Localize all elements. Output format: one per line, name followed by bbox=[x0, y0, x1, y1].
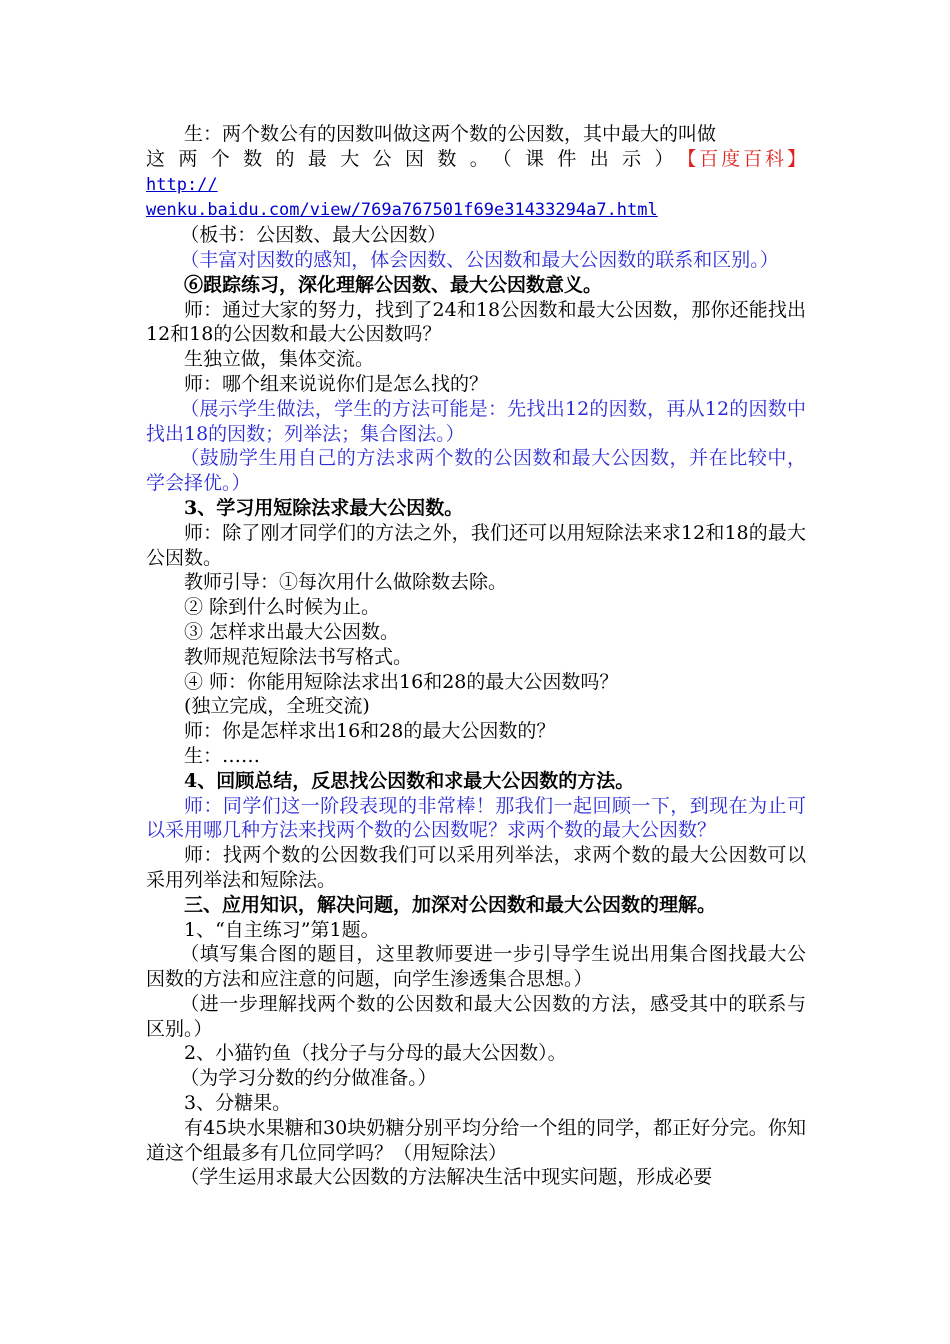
paragraph-exercise-1-note: （填写集合图的题目，这里教师要进一步引导学生说出用集合图找最大公因数的方法和应注意的问题，向学生渗透集合思想。） bbox=[146, 943, 806, 991]
paragraph-independent: (独立完成，全班交流) bbox=[184, 695, 370, 718]
paragraph-exercise-1: 1、“自主练习”第1题。 bbox=[184, 918, 380, 941]
paragraph-teacher-1: 师：通过大家的努力，找到了24和18公因数和最大公因数，那你还能找出12和18的公因数和最大公因数吗？ bbox=[146, 298, 806, 346]
definition-text-line2: 这两个数的最大公因数。（课件出示） bbox=[146, 147, 687, 170]
paragraph-student-1: 生独立做，集体交流。 bbox=[184, 348, 375, 371]
paragraph-teacher-2: 师：哪个组来说说你们是怎么找的？ bbox=[184, 372, 489, 395]
paragraph-comment-3: （鼓励学生用自己的方法求两个数的公因数和最大公因数，并在比较中，学会择优。） bbox=[146, 447, 806, 495]
paragraph-teacher-5: 师：同学们这一阶段表现的非常棒！那我们一起回顾一下，到现在为止可以采用哪几种方法来找两个数的公因数呢？求两个数的最大公因数？ bbox=[146, 794, 806, 842]
paragraph-exercise-2-note: （为学习分数的约分做准备。） bbox=[180, 1067, 437, 1090]
paragraph-guide-1: 教师引导：①每次用什么做除数去除。 bbox=[184, 571, 508, 594]
paragraph-teacher-4: 师：你是怎样求出16和28的最大公因数的？ bbox=[184, 720, 556, 743]
wenku-link-part2[interactable]: wenku.baidu.com/view/769a767501f69e31433294a7.html bbox=[146, 200, 658, 221]
definition-text: 生：两个数公有的因数叫做这两个数的公因数，其中最大的叫做 bbox=[184, 123, 717, 145]
paragraph-guide-4: ④ 师：你能用短除法求出16和28的最大公因数吗？ bbox=[184, 670, 619, 693]
paragraph-comment-1: （丰富对因数的感知，体会因数、公因数和最大公因数的联系和区别。） bbox=[180, 248, 779, 271]
heading-tracking-practice: ⑥跟踪练习，深化理解公因数、最大公因数意义。 bbox=[184, 273, 603, 296]
heading-short-division: 3、学习用短除法求最大公因数。 bbox=[184, 496, 464, 519]
paragraph-teacher-3: 师：除了刚才同学们的方法之外，我们还可以用短除法来求12和18的最大公因数。 bbox=[146, 521, 806, 569]
paragraph-student-2: 生：…… bbox=[184, 744, 261, 767]
paragraph-candy-note: （学生运用求最大公因数的方法解决生活中现实问题，形成必要 bbox=[180, 1166, 713, 1189]
paragraph-guide-3: ③ 怎样求出最大公因数。 bbox=[184, 620, 400, 643]
paragraph-format: 教师规范短除法书写格式。 bbox=[184, 645, 413, 668]
paragraph-board: （板书：公因数、最大公因数） bbox=[180, 224, 447, 247]
wenku-link-part1[interactable]: http:// bbox=[146, 174, 218, 195]
paragraph-definition bbox=[146, 122, 806, 223]
paragraph-exercise-3: 3、分糖果。 bbox=[184, 1092, 292, 1115]
paragraph-exercise-2: 2、小猫钓鱼（找分子与分母的最大公因数）。 bbox=[184, 1042, 567, 1065]
document-page bbox=[146, 122, 806, 1190]
heading-application: 三、应用知识，解决问题，加深对公因数和最大公因数的理解。 bbox=[184, 893, 717, 916]
paragraph-teacher-6: 师：找两个数的公因数我们可以采用列举法，求两个数的最大公因数可以采用列举法和短除法。 bbox=[146, 844, 806, 891]
paragraph-guide-2: ② 除到什么时候为止。 bbox=[184, 596, 381, 619]
paragraph-comment-2: （展示学生做法，学生的方法可能是：先找出12的因数，再从12的因数中找出18的因数；列举法；集合图法。） bbox=[146, 397, 806, 445]
paragraph-candy-problem: 有45块水果糖和30块奶糖分别平均分给一个组的同学，都正好分完。你知道这个组最多有几位同学吗？（用短除法） bbox=[146, 1116, 806, 1164]
heading-review: 4、回顾总结，反思找公因数和求最大公因数的方法。 bbox=[184, 769, 635, 792]
baidu-baike-label: 【百度百科】 bbox=[686, 147, 806, 170]
paragraph-exercise-1-note-2: （进一步理解找两个数的公因数和最大公因数的方法，感受其中的联系与区别。） bbox=[146, 992, 806, 1040]
